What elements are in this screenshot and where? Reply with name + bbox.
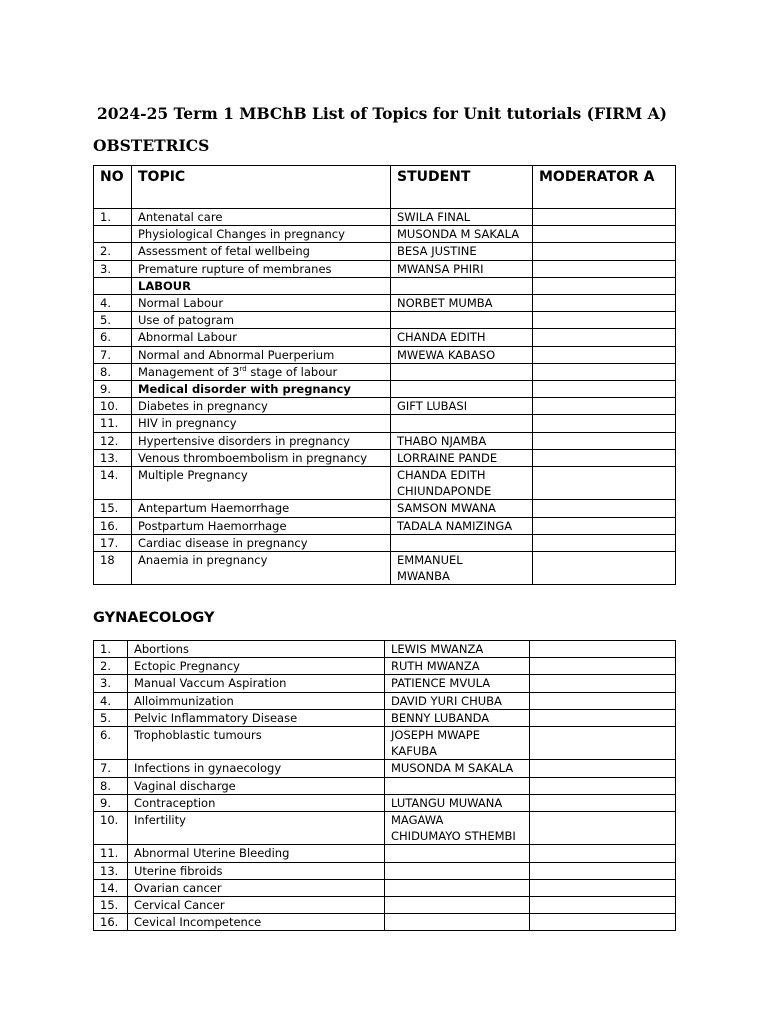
row-moderator xyxy=(530,641,676,658)
row-moderator xyxy=(530,727,676,760)
row-number: 3. xyxy=(94,675,128,692)
row-student xyxy=(391,277,533,294)
table-row xyxy=(94,794,676,811)
row-number xyxy=(94,226,132,243)
table-row xyxy=(94,346,676,363)
row-student: EMMANUEL MWANBA xyxy=(391,552,533,585)
row-student xyxy=(391,381,533,398)
row-topic: Use of patogram xyxy=(132,312,391,329)
row-moderator xyxy=(530,914,676,931)
gynaecology-table xyxy=(93,640,676,931)
row-number: 13. xyxy=(94,449,132,466)
table-row xyxy=(94,517,676,534)
table-row xyxy=(94,692,676,709)
row-student: THABO NJAMBA xyxy=(391,432,533,449)
row-number: 4. xyxy=(94,692,128,709)
row-moderator xyxy=(530,845,676,862)
row-moderator xyxy=(530,897,676,914)
row-moderator xyxy=(530,812,676,845)
row-student: PATIENCE MVULA xyxy=(385,675,530,692)
row-moderator xyxy=(530,777,676,794)
row-topic: Abortions xyxy=(128,641,385,658)
row-student xyxy=(391,534,533,551)
row-number: 8. xyxy=(94,363,132,380)
column-header-topic: TOPIC xyxy=(132,166,391,209)
row-moderator xyxy=(530,879,676,896)
row-moderator xyxy=(533,243,676,260)
row-student: MWEWA KABASO xyxy=(391,346,533,363)
column-header-student: STUDENT xyxy=(391,166,533,209)
row-topic: Cervical Cancer xyxy=(128,897,385,914)
table-row xyxy=(94,312,676,329)
row-topic: Premature rupture of membranes xyxy=(132,260,391,277)
gynaecology-heading: GYNAECOLOGY xyxy=(93,610,215,626)
row-student: MAGAWA CHIDUMAYO STHEMBI xyxy=(385,812,530,845)
row-topic: HIV in pregnancy xyxy=(132,415,391,432)
row-student xyxy=(385,879,530,896)
table-row xyxy=(94,777,676,794)
row-topic: Normal Labour xyxy=(132,295,391,312)
row-moderator xyxy=(533,449,676,466)
row-moderator xyxy=(533,295,676,312)
table-row xyxy=(94,243,676,260)
row-topic: Physiological Changes in pregnancy xyxy=(132,226,391,243)
row-number: 16. xyxy=(94,517,132,534)
row-moderator xyxy=(533,312,676,329)
row-number: 12. xyxy=(94,432,132,449)
row-student xyxy=(391,415,533,432)
table-row xyxy=(94,381,676,398)
row-topic: Venous thromboembolism in pregnancy xyxy=(132,449,391,466)
row-student: LUTANGU MUWANA xyxy=(385,794,530,811)
row-topic: Multiple Pregnancy xyxy=(132,467,391,500)
row-topic: Manual Vaccum Aspiration xyxy=(128,675,385,692)
row-topic: Pelvic Inflammatory Disease xyxy=(128,709,385,726)
table-row xyxy=(94,260,676,277)
row-student: LORRAINE PANDE xyxy=(391,449,533,466)
column-header-moderator: MODERATOR A xyxy=(533,166,676,209)
row-student xyxy=(385,845,530,862)
row-moderator xyxy=(533,534,676,551)
row-moderator xyxy=(533,415,676,432)
table-row xyxy=(94,914,676,931)
row-moderator xyxy=(530,675,676,692)
row-number: 11. xyxy=(94,415,132,432)
row-number: 1. xyxy=(94,209,132,226)
table-row xyxy=(94,363,676,380)
row-number: 10. xyxy=(94,398,132,415)
row-topic: Normal and Abnormal Puerperium xyxy=(132,346,391,363)
row-student: GIFT LUBASI xyxy=(391,398,533,415)
table-row xyxy=(94,449,676,466)
row-number: 15. xyxy=(94,897,128,914)
row-moderator xyxy=(533,381,676,398)
row-topic: Uterine fibroids xyxy=(128,862,385,879)
row-moderator xyxy=(530,760,676,777)
row-moderator xyxy=(533,329,676,346)
row-topic: Ectopic Pregnancy xyxy=(128,658,385,675)
row-number: 5. xyxy=(94,312,132,329)
row-student: RUTH MWANZA xyxy=(385,658,530,675)
obstetrics-header-row xyxy=(94,166,676,209)
row-topic: Infections in gynaecology xyxy=(128,760,385,777)
page-title: 2024-25 Term 1 MBChB List of Topics for Unit tutorials (FIRM A) xyxy=(97,104,668,123)
row-student: JOSEPH MWAPE KAFUBA xyxy=(385,727,530,760)
row-topic: Antenatal care xyxy=(132,209,391,226)
row-moderator xyxy=(533,346,676,363)
row-number: 1. xyxy=(94,641,128,658)
row-topic: Cardiac disease in pregnancy xyxy=(132,534,391,551)
row-student: CHANDA EDITH xyxy=(391,329,533,346)
row-topic: Assessment of fetal wellbeing xyxy=(132,243,391,260)
table-row xyxy=(94,897,676,914)
row-number xyxy=(94,277,132,294)
row-moderator xyxy=(533,363,676,380)
row-topic-superscript: rd xyxy=(239,365,247,373)
table-row xyxy=(94,226,676,243)
row-topic: LABOUR xyxy=(132,277,391,294)
row-number: 9. xyxy=(94,381,132,398)
row-number: 2. xyxy=(94,243,132,260)
row-student: MUSONDA M SAKALA xyxy=(391,226,533,243)
table-row xyxy=(94,709,676,726)
table-row xyxy=(94,845,676,862)
row-number: 3. xyxy=(94,260,132,277)
row-topic: Hypertensive disorders in pregnancy xyxy=(132,432,391,449)
row-moderator xyxy=(530,709,676,726)
row-number: 8. xyxy=(94,777,128,794)
row-moderator xyxy=(533,277,676,294)
row-student xyxy=(391,312,533,329)
table-row xyxy=(94,500,676,517)
row-student xyxy=(385,862,530,879)
row-moderator xyxy=(530,692,676,709)
table-row xyxy=(94,675,676,692)
table-row xyxy=(94,398,676,415)
row-topic: Diabetes in pregnancy xyxy=(132,398,391,415)
row-moderator xyxy=(530,658,676,675)
table-row xyxy=(94,534,676,551)
row-student xyxy=(391,363,533,380)
row-student: MUSONDA M SAKALA xyxy=(385,760,530,777)
table-row xyxy=(94,329,676,346)
row-number: 7. xyxy=(94,760,128,777)
row-topic-text: Management of 3 xyxy=(138,364,240,379)
row-topic: Medical disorder with pregnancy xyxy=(132,381,391,398)
row-student: TADALA NAMIZINGA xyxy=(391,517,533,534)
row-student xyxy=(385,914,530,931)
row-number: 17. xyxy=(94,534,132,551)
row-moderator xyxy=(530,794,676,811)
table-row xyxy=(94,277,676,294)
row-topic: Abnormal Uterine Bleeding xyxy=(128,845,385,862)
table-row xyxy=(94,879,676,896)
row-student: SAMSON MWANA xyxy=(391,500,533,517)
row-student: LEWIS MWANZA xyxy=(385,641,530,658)
row-moderator xyxy=(533,432,676,449)
row-number: 6. xyxy=(94,727,128,760)
row-student: BESA JUSTINE xyxy=(391,243,533,260)
row-topic: Infertility xyxy=(128,812,385,845)
row-moderator xyxy=(533,500,676,517)
table-row xyxy=(94,552,676,585)
table-row xyxy=(94,415,676,432)
row-topic: Anaemia in pregnancy xyxy=(132,552,391,585)
table-row xyxy=(94,209,676,226)
row-topic: Antepartum Haemorrhage xyxy=(132,500,391,517)
row-student: MWANSA PHIRI xyxy=(391,260,533,277)
row-moderator xyxy=(533,260,676,277)
row-topic: Postpartum Haemorrhage xyxy=(132,517,391,534)
row-moderator xyxy=(533,552,676,585)
row-moderator xyxy=(533,226,676,243)
row-number: 4. xyxy=(94,295,132,312)
row-topic: Cevical Incompetence xyxy=(128,914,385,931)
row-number: 16. xyxy=(94,914,128,931)
row-number: 5. xyxy=(94,709,128,726)
table-row xyxy=(94,760,676,777)
row-number: 14. xyxy=(94,879,128,896)
table-row xyxy=(94,641,676,658)
row-student xyxy=(385,897,530,914)
row-number: 7. xyxy=(94,346,132,363)
row-student: NORBET MUMBA xyxy=(391,295,533,312)
row-moderator xyxy=(533,209,676,226)
row-moderator xyxy=(533,398,676,415)
row-number: 11. xyxy=(94,845,128,862)
table-row xyxy=(94,812,676,845)
row-topic: Vaginal discharge xyxy=(128,777,385,794)
row-moderator xyxy=(533,467,676,500)
column-header-no: NO xyxy=(94,166,132,209)
row-topic: Trophoblastic tumours xyxy=(128,727,385,760)
row-number: 15. xyxy=(94,500,132,517)
row-number: 2. xyxy=(94,658,128,675)
obstetrics-heading: OBSTETRICS xyxy=(93,136,210,155)
table-row xyxy=(94,727,676,760)
row-number: 13. xyxy=(94,862,128,879)
table-row xyxy=(94,295,676,312)
row-number: 18 xyxy=(94,552,132,585)
row-student: BENNY LUBANDA xyxy=(385,709,530,726)
table-row xyxy=(94,467,676,500)
table-row xyxy=(94,862,676,879)
row-number: 10. xyxy=(94,812,128,845)
row-topic: Abnormal Labour xyxy=(132,329,391,346)
row-student: SWILA FINAL xyxy=(391,209,533,226)
row-number: 14. xyxy=(94,467,132,500)
row-topic: Alloimmunization xyxy=(128,692,385,709)
table-row xyxy=(94,658,676,675)
row-number: 6. xyxy=(94,329,132,346)
row-topic-text: stage of labour xyxy=(246,364,338,379)
row-topic: Ovarian cancer xyxy=(128,879,385,896)
row-topic xyxy=(132,363,391,380)
row-topic: Contraception xyxy=(128,794,385,811)
table-row xyxy=(94,432,676,449)
row-moderator xyxy=(533,517,676,534)
row-moderator xyxy=(530,862,676,879)
row-student: CHANDA EDITH CHIUNDAPONDE xyxy=(391,467,533,500)
row-number: 9. xyxy=(94,794,128,811)
row-student xyxy=(385,777,530,794)
row-student: DAVID YURI CHUBA xyxy=(385,692,530,709)
obstetrics-table xyxy=(93,165,676,585)
